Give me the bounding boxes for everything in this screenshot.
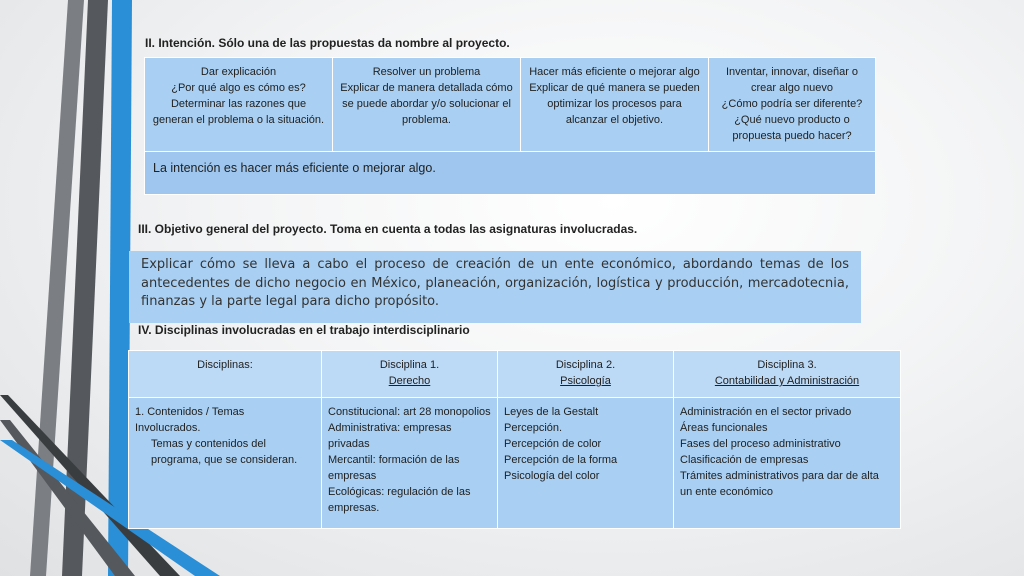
objective-heading: III. Objetivo general del proyecto. Toma en cuenta a todas las asignaturas involucradas. [138, 222, 638, 236]
list-item: Percepción de color [504, 438, 602, 450]
list-item: Psicología del color [504, 470, 600, 482]
intention-option-solve [333, 58, 521, 152]
intention-selected [145, 152, 876, 195]
accounting-topics-cell [674, 398, 901, 529]
header-label: Disciplina 1. [379, 359, 440, 371]
list-item: Mercantil: formación de las empresas [328, 454, 460, 482]
contents-label: Involucrados. [135, 422, 201, 434]
header-subject: Derecho [388, 375, 431, 387]
list-item: Áreas funcionales [680, 422, 768, 434]
list-item: Clasificación de empresas [680, 454, 809, 466]
disciplines-heading: IV. Disciplinas involucradas en el trabajo interdisciplinario [138, 323, 470, 337]
option-line: Explicar de qué manera se pueden optimizar los procesos para alcanzar el objetivo. [529, 82, 700, 126]
header-label: Disciplinas: [197, 359, 253, 371]
list-item: Percepción. [504, 422, 563, 434]
option-line: ¿Por qué algo es cómo es? [171, 82, 306, 94]
contents-cell [129, 398, 322, 529]
intention-selected-text: La intención es hacer más eficiente o mejorar algo. [153, 161, 436, 175]
list-item: Percepción de la forma [504, 454, 618, 466]
option-line: ¿Qué nuevo producto o propuesta puedo hacer? [732, 114, 852, 142]
header-discipline-3 [674, 351, 901, 398]
option-line: Explicar de manera detallada cómo se puede abordar y/o solucionar el problema. [340, 82, 513, 126]
list-item: Administración en el sector privado [680, 406, 852, 418]
header-label: Disciplina 2. [555, 359, 616, 371]
law-topics-cell [322, 398, 498, 529]
option-title: Dar explicación [200, 66, 277, 78]
header-discipline-1 [322, 351, 498, 398]
psychology-topics-cell [498, 398, 674, 529]
option-line: Determinar las razones que generan el problema o la situación. [152, 98, 325, 126]
option-title: Hacer más eficiente o mejorar algo [529, 66, 700, 78]
list-item: Constitucional: art 28 monopolios [328, 406, 491, 418]
header-subject: Contabilidad y Administración [714, 375, 860, 387]
list-item: Administrativa: empresas privadas [328, 422, 452, 450]
intention-option-innovate [709, 58, 876, 152]
header-discipline-2 [498, 351, 674, 398]
intention-option-improve [521, 58, 709, 152]
objective-text: Explicar cómo se lleva a cabo el proceso de creación de un ente económico, abordando temas de los antecedentes de dicho negocio en México, planeación, organización, logística y producción, mercadotecnia, finanzas y la parte legal para dicho propósito. [129, 251, 861, 323]
intention-heading: II. Intención. Sólo una de las propuestas da nombre al proyecto. [145, 36, 510, 50]
list-item: Ecológicas: regulación de las empresas. [328, 486, 471, 514]
list-item: Leyes de la Gestalt [504, 406, 599, 418]
header-disciplines [129, 351, 322, 398]
list-item: Trámites administrativos para dar de alta un ente económico [680, 470, 879, 498]
option-line: ¿Cómo podría ser diferente? [721, 98, 863, 110]
disciplines-table [128, 350, 901, 529]
contents-label: 1. Contenidos / Temas [135, 406, 245, 418]
header-label: Disciplina 3. [757, 359, 817, 371]
list-item: Fases del proceso administrativo [680, 438, 841, 450]
contents-description: Temas y contenidos del programa, que se consideran. [151, 438, 298, 466]
intention-table [144, 57, 876, 195]
option-title: Resolver un problema [372, 66, 481, 78]
header-subject: Psicología [560, 375, 611, 387]
option-title: Inventar, innovar, diseñar o crear algo nuevo [725, 66, 859, 94]
intention-option-explain [145, 58, 333, 152]
